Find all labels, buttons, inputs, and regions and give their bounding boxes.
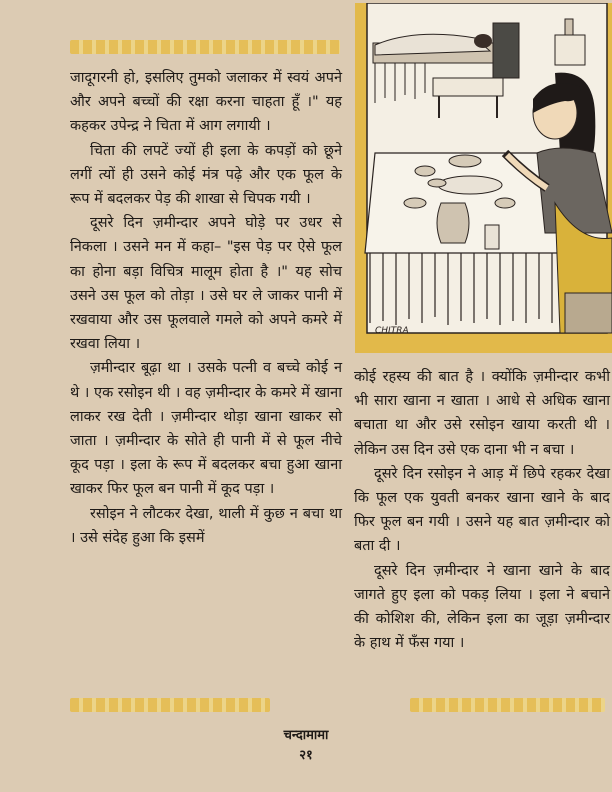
artist-signature: CHITRA xyxy=(375,326,409,336)
illustration-drawing xyxy=(355,3,612,353)
paragraph: दूसरे दिन रसोइन ने आड़ में छिपे रहकर देखा कि फूल एक युवती बनकर खाना खाने के बाद फिर फूल बन गयी । उसने यह बात ज़मीन्दार को बता दी । xyxy=(354,465,610,555)
paragraph: ज़मीन्दार बूढ़ा था । उसके पत्नी व बच्चे कोई न थे । एक रसोइन थी । वह ज़मीन्दार के कमरे में खाना लाकर रख देती । ज़मीन्दार थोड़ा खाना खाकर सो जाता । ज़मीन्दार के सोते ही पानी में से फूल नीचे कूद पड़ा । इला के रूप में बदलकर बचा हुआ खाना खाकर फिर फूल बन पानी में कूद पड़ा । xyxy=(70,360,342,498)
paragraph: दूसरे दिन ज़मीन्दार ने खाना खाने के बाद जागते हुए इला को पकड़ लिया । इला ने बचाने की कोशिश की, लेकिन इला का जूड़ा ज़मीन्दार के हाथ में फँस गया । xyxy=(354,562,610,652)
story-illustration xyxy=(355,3,612,353)
paragraph: चिता की लपटें ज्यों ही इला के कपड़ों को छूने लगीं त्यों ही उसने कोई मंत्र पढ़े और एक फूल के रूप में बदलकर पेड़ की शाखा से चिपक गयी । xyxy=(70,142,342,208)
paragraph: कोई रहस्य की बात है । क्योंकि ज़मीन्दार कभी भी सारा खाना न खाता । आधे से अधिक खाना बचाता था और उसे रसोइन खाया करती थी । लेकिन उस दिन उसे एक दाना भी न बचा । xyxy=(354,369,610,458)
bottom-right-decorative-band xyxy=(410,698,605,712)
right-text-column xyxy=(354,365,610,655)
paragraph: रसोइन ने लौटकर देखा, थाली में कुछ न बचा था । उसे संदेह हुआ कि इसमें xyxy=(70,505,342,546)
magazine-name: चन्दामामा xyxy=(283,728,329,743)
paragraph: दूसरे दिन ज़मीन्दार अपने घोड़े पर उधर से निकला । उसने मन में कहा– "इस पेड़ पर ऐसे फूल का होना बड़ा विचित्र मालूम होता है ।" यह सोच उसने उस फूल को तोड़ा । उसे घर ले जाकर पानी में रखवाया और उस फूलवाले गमले को अपने कमरे में रखवा लिया । xyxy=(70,215,342,353)
bottom-left-decorative-band xyxy=(70,698,270,712)
page-number: २१ xyxy=(299,748,313,763)
top-decorative-band xyxy=(70,40,340,54)
left-text-column xyxy=(70,66,342,550)
paragraph: जादूगरनी हो, इसलिए तुमको जलाकर में स्वयं अपने और अपने बच्चों की रक्षा करना चाहता हूँ ।" यह कहकर उपेन्द्र ने चिता में आग लगायी । xyxy=(70,70,342,135)
